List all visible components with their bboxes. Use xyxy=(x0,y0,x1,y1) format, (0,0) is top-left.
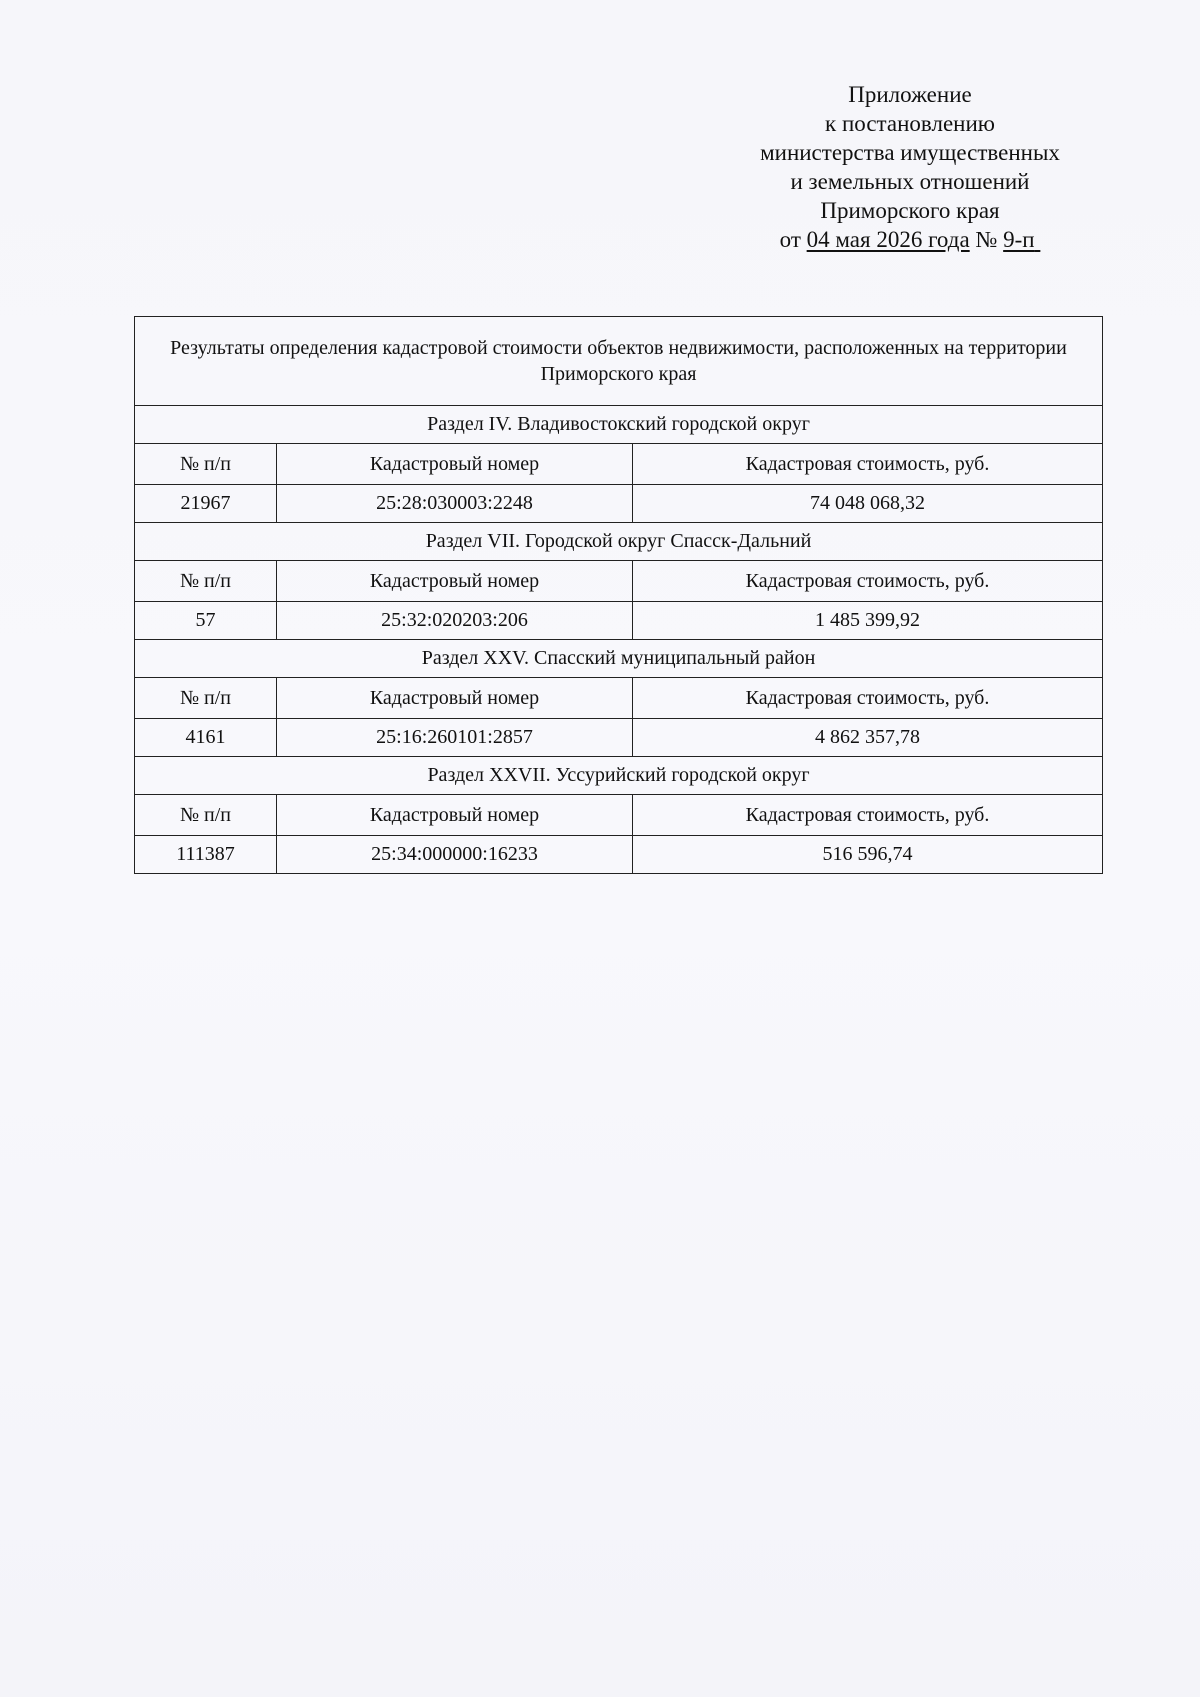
header-value: Кадастровая стоимость, руб. xyxy=(633,561,1103,602)
appendix-line: Приложение xyxy=(848,82,972,107)
cell-value: 4 862 357,78 xyxy=(633,719,1103,757)
header-num: № п/п xyxy=(135,678,277,719)
header-cadastral-number: Кадастровый номер xyxy=(277,678,633,719)
appendix-line: к постановлению xyxy=(825,111,995,136)
header-cadastral-number: Кадастровый номер xyxy=(277,444,633,485)
section-title: Раздел IV. Владивостокский городской округ xyxy=(135,406,1103,444)
cell-cadastral-number: 25:32:020203:206 xyxy=(277,602,633,640)
section-row xyxy=(135,523,1103,561)
appendix-line: Приморского края xyxy=(820,198,1000,223)
appendix-header xyxy=(700,80,1120,254)
appendix-line: министерства имущественных xyxy=(760,140,1060,165)
cell-value: 516 596,74 xyxy=(633,836,1103,874)
section-title: Раздел XXV. Спасский муниципальный район xyxy=(135,640,1103,678)
header-value: Кадастровая стоимость, руб. xyxy=(633,444,1103,485)
column-header-row xyxy=(135,561,1103,602)
appendix-date-line xyxy=(700,225,1120,254)
column-header-row xyxy=(135,795,1103,836)
table-title: Результаты определения кадастровой стоимости объектов недвижимости, расположенных на территории Приморского края xyxy=(135,317,1103,406)
cell-cadastral-number: 25:16:260101:2857 xyxy=(277,719,633,757)
header-num: № п/п xyxy=(135,444,277,485)
section-row xyxy=(135,406,1103,444)
cell-value: 74 048 068,32 xyxy=(633,485,1103,523)
table-row xyxy=(135,602,1103,640)
column-header-row xyxy=(135,678,1103,719)
resolution-date: 04 мая 2026 года xyxy=(806,227,970,252)
table-title-row xyxy=(135,317,1103,406)
cell-cadastral-number: 25:28:030003:2248 xyxy=(277,485,633,523)
table-row xyxy=(135,719,1103,757)
cell-value: 1 485 399,92 xyxy=(633,602,1103,640)
section-title: Раздел XXVII. Уссурийский городской округ xyxy=(135,757,1103,795)
cell-num: 111387 xyxy=(135,836,277,874)
section-row xyxy=(135,757,1103,795)
section-title: Раздел VII. Городской округ Спасск-Дальний xyxy=(135,523,1103,561)
table-row xyxy=(135,485,1103,523)
cell-num: 4161 xyxy=(135,719,277,757)
table-row xyxy=(135,836,1103,874)
resolution-number: 9-п xyxy=(1003,227,1035,252)
header-cadastral-number: Кадастровый номер xyxy=(277,561,633,602)
appendix-line: и земельных отношений xyxy=(790,169,1030,194)
cadastral-value-table xyxy=(134,316,1103,874)
header-cadastral-number: Кадастровый номер xyxy=(277,795,633,836)
column-header-row xyxy=(135,444,1103,485)
header-value: Кадастровая стоимость, руб. xyxy=(633,678,1103,719)
cell-cadastral-number: 25:34:000000:16233 xyxy=(277,836,633,874)
header-num: № п/п xyxy=(135,795,277,836)
header-num: № п/п xyxy=(135,561,277,602)
cell-num: 57 xyxy=(135,602,277,640)
cell-num: 21967 xyxy=(135,485,277,523)
header-value: Кадастровая стоимость, руб. xyxy=(633,795,1103,836)
date-prefix: от xyxy=(779,227,801,252)
number-prefix: № xyxy=(975,227,998,252)
section-row xyxy=(135,640,1103,678)
